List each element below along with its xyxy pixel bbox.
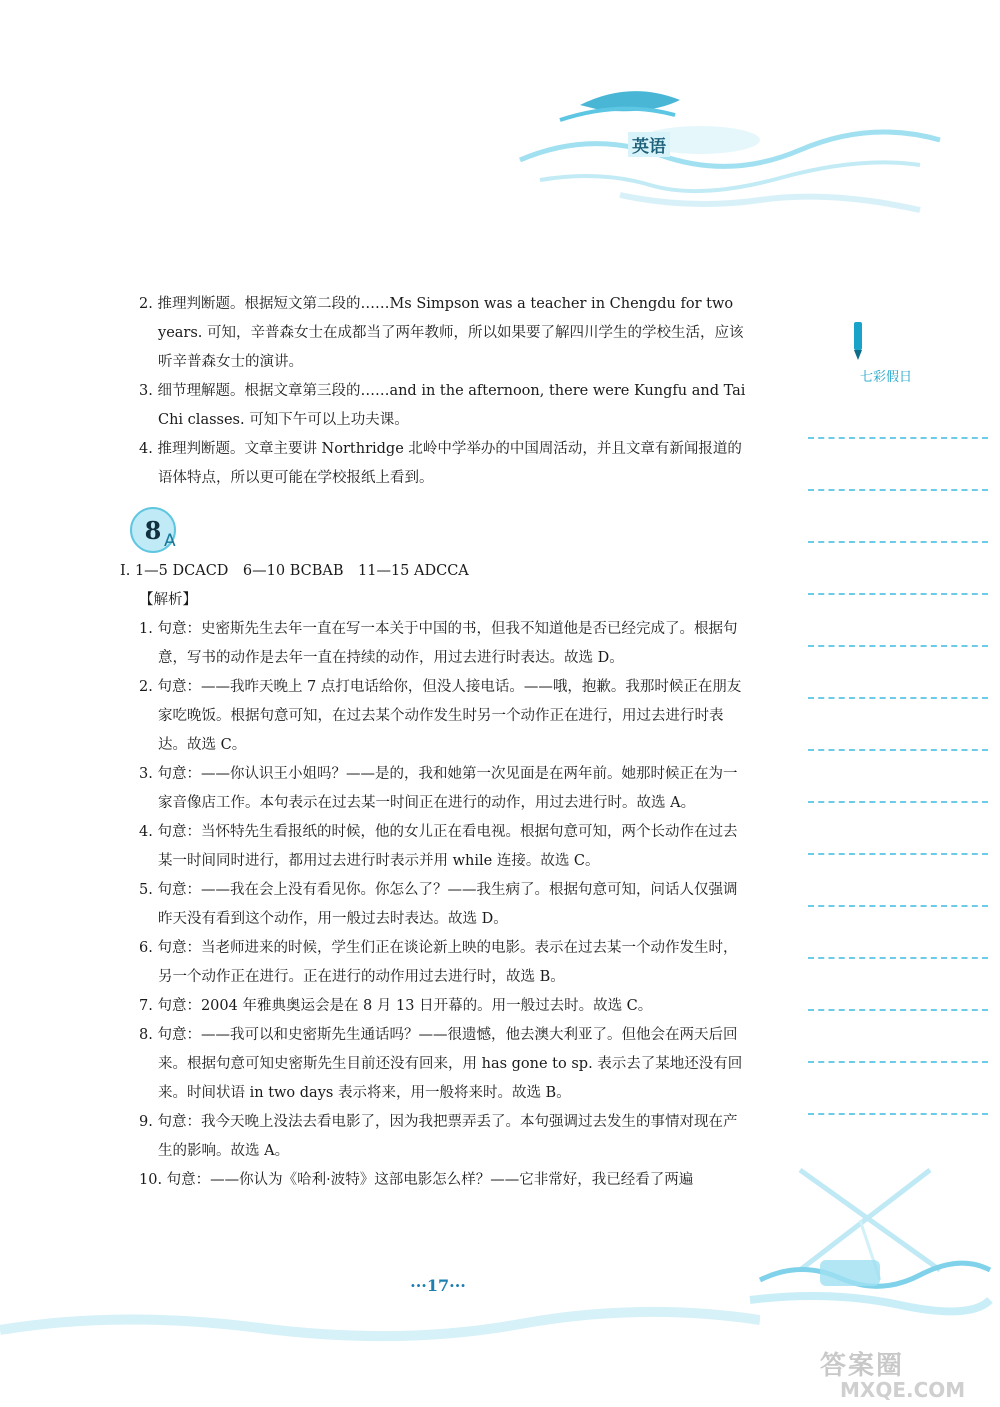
site-watermark: 答案圈 xyxy=(820,1351,905,1381)
note-line xyxy=(808,645,988,647)
answer-key: Ⅰ. 1—5 DCACD 6—10 BCBAB 11—15 ADCCA xyxy=(120,563,469,579)
site-watermark-url: MXQE.COM xyxy=(840,1378,966,1402)
answer-content xyxy=(120,290,750,1195)
note-line xyxy=(808,541,988,543)
note-line xyxy=(808,957,988,959)
section-letter: A xyxy=(164,531,176,551)
note-line xyxy=(808,1009,988,1011)
analysis-item: 8. 句意：——我可以和史密斯先生通话吗？——很遗憾，他去澳大利亚了。但他会在两天后回来。根据句意可知史密斯先生目前还没有回来，用 has gone to sp. 表示去了某地还没有回来。时间状语 in two days 表示将来，用一般将来时。故选 B。 xyxy=(139,1027,743,1101)
analysis-item: 4. 句意：当怀特先生看报纸的时候，他的女儿正在看电视。根据句意可知，两个长动作在过去某一时间同时进行，都用过去进行时表示并用 while 连接。故选 C。 xyxy=(139,824,738,869)
analysis-item: 5. 句意：——我在会上没有看见你。你怎么了？——我生病了。根据句意可知，问话人仅强调昨天没有看到这个动作，用一般过去时表达。故选 D。 xyxy=(139,882,738,927)
answer-item: 4. 推理判断题。文章主要讲 Northridge 北岭中学举办的中国周活动，并且文章有新闻报道的语体特点，所以更可能在学校报纸上看到。 xyxy=(139,441,742,486)
note-line xyxy=(808,801,988,803)
note-line xyxy=(808,1061,988,1063)
note-line xyxy=(808,437,988,439)
analysis-item: 9. 句意：我今天晚上没法去看电影了，因为我把票弄丢了。本句强调过去发生的事情对现在产生的影响。故选 A。 xyxy=(139,1114,738,1159)
analysis-item: 6. 句意：当老师进来的时候，学生们正在谈论新上映的电影。表示在过去某一个动作发生时，另一个动作正在进行。正在进行的动作用过去进行时，故选 B。 xyxy=(139,940,738,985)
sidebar-label: 七彩假日 xyxy=(860,370,913,385)
analysis-item: 3. 句意：——你认识王小姐吗？——是的，我和她第一次见面是在两年前。她那时候正在为一家音像店工作。本句表示在过去某一时间正在进行的动作，用过去进行时。故选 A。 xyxy=(139,766,738,811)
answer-item: 2. 推理判断题。根据短文第二段的……Ms Simpson was a teacher in Chengdu for two years. 可知，辛普森女士在成都当了两年教师，所以如果要了解四川学生的学校生活，应该听辛普森女士的演讲。 xyxy=(139,296,744,370)
bottom-wave-decoration xyxy=(0,1300,760,1360)
pen-icon xyxy=(848,322,868,362)
note-line xyxy=(808,905,988,907)
note-line xyxy=(808,697,988,699)
page-number: ···17··· xyxy=(410,1276,466,1295)
analysis-label: 【解析】 xyxy=(139,592,197,608)
note-line xyxy=(808,749,988,751)
analysis-item: 1. 句意：史密斯先生去年一直在写一本关于中国的书，但我不知道他是否已经完成了。根据句意，写书的动作是去年一直在持续的动作，用过去进行时表达。故选 D。 xyxy=(139,621,738,666)
subject-label: 英语 xyxy=(628,132,670,157)
note-line xyxy=(808,593,988,595)
section-heading xyxy=(120,503,750,553)
analysis-item: 10. 句意：——你认为《哈利·波特》这部电影怎么样？——它非常好，我已经看了两遍 xyxy=(139,1172,694,1188)
analysis-item: 2. 句意：——我昨天晚上 7 点打电话给你，但没人接电话。——哦，抱歉。我那时候正在朋友家吃晚饭。根据句意可知，在过去某个动作发生时另一个动作正在进行，用过去进行时表达。故选 C。 xyxy=(139,679,742,753)
header-decoration xyxy=(500,60,970,230)
answer-item: 3. 细节理解题。根据文章第三段的……and in the afternoon, there were Kungfu and Tai Chi classes. 可知下午可以上功夫课。 xyxy=(139,383,746,428)
note-line xyxy=(808,489,988,491)
analysis-item: 7. 句意：2004 年雅典奥运会是在 8 月 13 日开幕的。用一般过去时。故选 C。 xyxy=(139,998,653,1014)
note-line xyxy=(808,1113,988,1115)
note-line xyxy=(808,853,988,855)
section-number-badge: 8 xyxy=(130,507,176,553)
